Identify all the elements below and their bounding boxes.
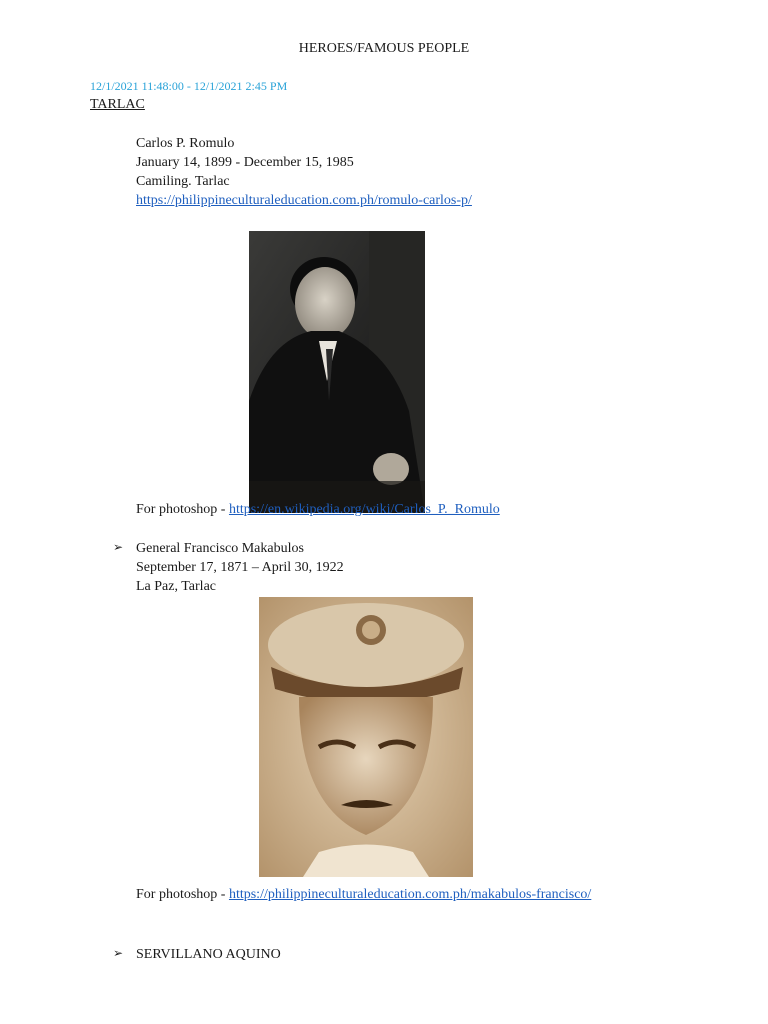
bullet-arrow-icon: ➢ <box>113 946 124 960</box>
entry-place: Camiling. Tarlac <box>136 174 230 189</box>
region-heading: TARLAC <box>90 97 145 112</box>
photoshop-source-line <box>136 500 500 519</box>
photoshop-link[interactable]: https://en.wikipedia.org/wiki/Carlos_P._Romulo <box>228 502 500 517</box>
makabulos-portrait-photo <box>259 597 473 877</box>
entry-name: General Francisco Makabulos <box>136 541 304 556</box>
entry-dates: January 14, 1899 - December 15, 1985 <box>136 155 354 170</box>
photoshop-label: For photoshop - <box>136 887 229 902</box>
entry-name: SERVILLANO AQUINO <box>136 947 281 962</box>
document-title: HEROES/FAMOUS PEOPLE <box>298 41 470 56</box>
photoshop-source-line <box>136 885 591 904</box>
entry-place: La Paz, Tarlac <box>136 579 216 594</box>
entry-name: Carlos P. Romulo <box>136 136 235 151</box>
revision-timestamp: 12/1/2021 11:48:00 - 12/1/2021 2:45 PM <box>90 79 288 93</box>
photoshop-label: For photoshop - <box>136 502 229 517</box>
bullet-arrow-icon: ➢ <box>113 540 124 554</box>
photoshop-link[interactable]: https://philippineculturaleducation.com.ph/makabulos-francisco/ <box>228 887 592 902</box>
entry-dates: September 17, 1871 – April 30, 1922 <box>136 560 344 575</box>
source-link[interactable]: https://philippineculturaleducation.com.ph/romulo-carlos-p/ <box>136 193 472 208</box>
romulo-portrait-photo <box>249 231 425 513</box>
